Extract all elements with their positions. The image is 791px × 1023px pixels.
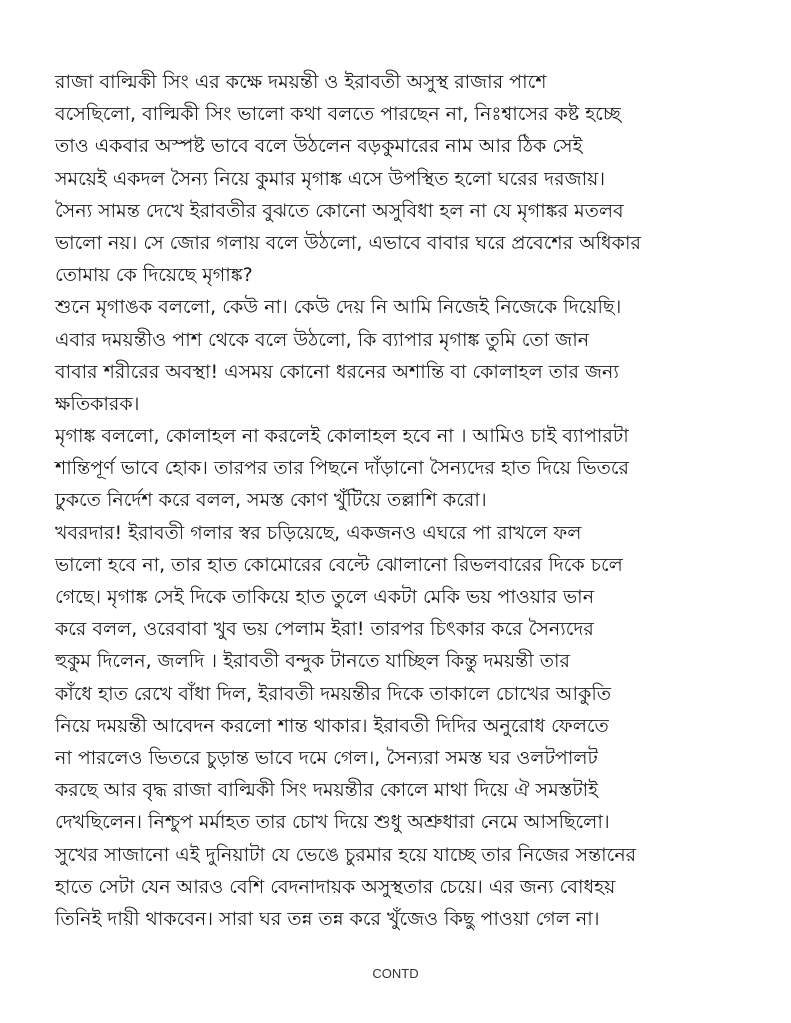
text-line: না পারলেও ভিতরে চুড়ান্ত ভাবে দমে গেল।, সৈন্যরা সমস্ত ঘর ওলটপালট	[55, 746, 598, 769]
text-line: খবরদার! ইরাবতী গলার স্বর চড়িয়েছে, একজনও এঘরে পা রাখলে ফল	[55, 521, 582, 544]
text-line: সৈন্য সামন্ত দেখে ইরাবতীর বুঝতে কোনো অসুবিধা হল না যে মৃগাঙ্কর মতলব	[55, 199, 624, 222]
text-line: নিয়ে দময়ন্তী আবেদন করলো শান্ত থাকার। ইরাবতী দিদির অনুরোধ ফেলতে	[55, 714, 609, 737]
text-line: বাবার শরীরের অবস্থা! এসময় কোনো ধরনের অশান্তি বা কোলাহল তার জন্য	[55, 360, 619, 383]
text-line: তোমায় কে দিয়েছে মৃগাঙ্ক?	[55, 264, 253, 287]
text-line: শুনে মৃগাঙক বললো, কেউ না। কেউ দেয় নি আমি নিজেই নিজেকে দিয়েছি।	[55, 296, 622, 319]
text-line: হাতে সেটা যেন আরও বেশি বেদনাদায়ক অসুস্থতার চেয়ে। এর জন্য বোধহয়	[55, 875, 616, 898]
text-line: করে বলল, ওরেবাবা খুব ভয় পেলাম ইরা! তারপর চিৎকার করে সৈন্যদের	[55, 618, 594, 641]
text-line: গেছে। মৃগাঙ্ক সেই দিকে তাকিয়ে হাত তুলে একটা মেকি ভয় পাওয়ার ভান	[55, 586, 595, 608]
text-line: মৃগাঙ্ক বললো, কোলাহল না করলেই কোলাহল হবে না । আমিও চাই ব্যাপারটা	[55, 425, 629, 448]
text-line: বসেছিলো, বাল্মিকী সিং ভালো কথা বলতে পারছেন না, নিঃশ্বাসের কষ্ট হচ্ছে	[55, 103, 621, 126]
text-line: সময়েই একদল সৈন্য নিয়ে কুমার মৃগাঙ্ক এসে উপস্থিত হলো ঘরের দরজায়।	[55, 167, 606, 190]
text-line: এবার দময়ন্তীও পাশ থেকে বলে উঠলো, কি ব্যাপার মৃগাঙ্ক তুমি তো জান	[55, 328, 590, 351]
text-line: করছে আর বৃদ্ধ রাজা বাল্মিকী সিং দময়ন্তীর কোলে মাথা দিয়ে ঐ সমস্তটাই	[55, 779, 599, 802]
text-line: তাও একবার অস্পষ্ট ভাবে বলে উঠলেন বড়কুমারের নাম আর ঠিক সেই	[55, 135, 583, 158]
text-line: ভালো হবে না, তার হাত কোমোরের বেল্টে ঝোলানো রিভলবারের দিকে চলে	[55, 553, 623, 576]
text-line: ক্ষতিকারক।	[55, 392, 140, 415]
text-line: ভালো নয়। সে জোর গলায় বলে উঠলো, এভাবে বাবার ঘরে প্রবেশের অধিকার	[55, 231, 641, 254]
text-line: ঢুকতে নির্দেশ করে বলল, সমস্ত কোণ খুঁটিয়ে তল্লাশি করো।	[55, 489, 487, 512]
text-line: কাঁধে হাত রেখে বাঁধা দিল, ইরাবতী দময়ন্তীর দিকে তাকালে চোখের আকুতি	[55, 682, 612, 705]
text-line: দেখছিলেন। নিশ্চুপ মর্মাহত তার চোখ দিয়ে শুধু অশ্রুধারা নেমে আসছিলো।	[55, 811, 610, 834]
continued-footer: CONTD	[372, 966, 419, 981]
text-line: রাজা বাল্মিকী সিং এর কক্ষে দময়ন্তী ও ইরাবতী অসুস্থ রাজার পাশে	[55, 71, 547, 93]
story-text	[55, 66, 755, 935]
text-line: হুকুম দিলেন, জলদি । ইরাবতী বন্দুক টানতে যাচ্ছিল কিন্তু দময়ন্তী তার	[55, 650, 570, 673]
text-line: সুখের সাজানো এই দুনিয়াটা যে ভেঙে চুরমার হয়ে যাচ্ছে তার নিজের সন্তানের	[55, 843, 637, 866]
text-line: শান্তিপূর্ণ ভাবে হোক। তারপর তার পিছনে দাঁড়ানো সৈন্যদের হাত দিয়ে ভিতরে	[55, 457, 629, 480]
text-line: তিনিই দায়ী থাকবেন। সারা ঘর তন্ন তন্ন করে খুঁজেও কিছু পাওয়া গেল না।	[55, 907, 600, 930]
